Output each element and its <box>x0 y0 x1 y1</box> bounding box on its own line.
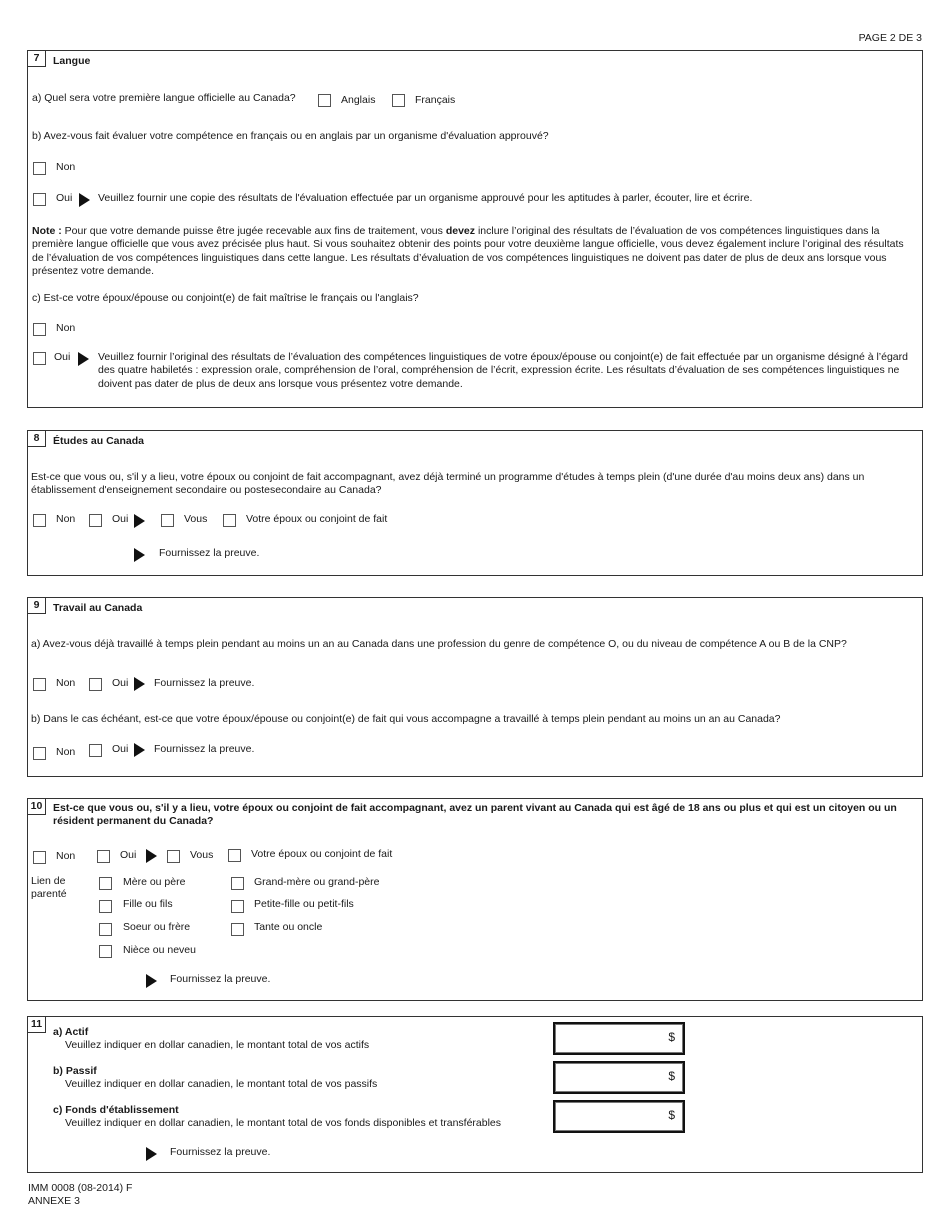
checkbox-studies-non[interactable] <box>33 514 46 527</box>
checkbox-niece-neveu[interactable] <box>99 945 112 958</box>
label-actif: a) Actif <box>53 1026 89 1038</box>
proof-instruction: Fournissez la preuve. <box>154 743 255 755</box>
label-non: Non <box>56 513 76 525</box>
label-fonds: c) Fonds d'établissement <box>53 1104 179 1116</box>
checkbox-relative-vous[interactable] <box>167 850 180 863</box>
checkbox-fille-fils[interactable] <box>99 900 112 913</box>
checkbox-petit-enfant[interactable] <box>231 900 244 913</box>
checkbox-work-a-non[interactable] <box>33 678 46 691</box>
page-number: PAGE 2 DE 3 <box>858 32 922 44</box>
section-title: Langue <box>53 55 91 67</box>
arrow-icon <box>134 514 145 528</box>
section-number: 10 <box>28 799 46 815</box>
label-non: Non <box>56 161 76 173</box>
note-text-1: Pour que votre demande puisse être jugée recevable aux fins de traitement, vous <box>64 225 443 237</box>
annex-label: ANNEXE 3 <box>28 1195 80 1207</box>
question-first-language: a) Quel sera votre première langue officielle au Canada? <box>32 92 296 104</box>
section-language <box>27 50 923 408</box>
arrow-icon <box>146 1147 157 1161</box>
label-vous: Vous <box>190 849 214 861</box>
section-funds <box>27 1016 923 1173</box>
checkbox-eval-oui[interactable] <box>33 193 46 206</box>
arrow-icon <box>134 743 145 757</box>
arrow-icon <box>78 352 89 366</box>
checkbox-grand-parent[interactable] <box>231 877 244 890</box>
label-spouse: Votre époux ou conjoint de fait <box>251 848 393 860</box>
question-studies: Est-ce que vous ou, s'il y a lieu, votre époux ou conjoint de fait accompagnant, avez déjà terminé un programme d'études à temps plein (d'une durée d'au moins deux ans) dans un établissement d'enseignement secondaire ou postesecondaire au Canada? <box>31 471 865 497</box>
label-soeur-frere: Soeur ou frère <box>123 921 191 933</box>
question-evaluation: b) Avez-vous fait évaluer votre compétence en français ou en anglais par un organisme d'évaluation approuvé? <box>32 130 549 142</box>
section-relative <box>27 798 923 1001</box>
section-studies <box>27 430 923 576</box>
proof-instruction: Fournissez la preuve. <box>154 677 255 689</box>
currency-symbol: $ <box>668 1069 675 1083</box>
checkbox-francais[interactable] <box>392 94 405 107</box>
arrow-icon <box>79 193 90 207</box>
relationship-label: Lien de parenté <box>31 875 67 901</box>
label-francais: Français <box>415 94 456 106</box>
checkbox-relative-oui[interactable] <box>97 850 110 863</box>
currency-symbol: $ <box>668 1108 675 1122</box>
label-grand-parent: Grand-mère ou grand-père <box>254 876 380 888</box>
arrow-icon <box>146 974 157 988</box>
note-text-2: inclure l’original des résultats de l’évaluation de vos compétences linguistiques dans la première langue officielle que vous avez précisée plus haut. Si vous souhaitez obtenir des points pour votre deuxième langue officielle, vous devez également inclure l’original des résultats de l’évaluation de vos compétences linguistiques dans cette langue. Les résultats d’évaluation de vos compétences linguistiques ne doivent pas dater de plus de deux ans lorsque vous présentez votre demande. <box>32 225 904 278</box>
label-fille-fils: Fille ou fils <box>123 898 173 910</box>
checkbox-spouse-oui[interactable] <box>33 352 46 365</box>
label-mere-pere: Mère ou père <box>123 876 186 888</box>
section-number: 7 <box>28 51 46 67</box>
checkbox-relative-non[interactable] <box>33 851 46 864</box>
label-non: Non <box>56 746 76 758</box>
spouse-language-instruction: Veuillez fournir l’original des résultats de l’évaluation des compétences linguistiques de votre époux/épouse ou conjoint(e) de fait effectuée par un organisme désigné à l’égard des quatre habiletés : expression orale, compréhension de l’oral, compréhension de l’écrit, expression écrite. Les résultats d’évaluation de ses compétences linguistiques ne doivent pas dater de plus de deux ans lorsque vous présentez votre demande. <box>98 351 908 390</box>
checkbox-work-a-oui[interactable] <box>89 678 102 691</box>
form-code: IMM 0008 (08-2014) F <box>28 1182 133 1194</box>
label-petit-enfant: Petite-fille ou petit-fils <box>254 898 354 910</box>
proof-instruction: Fournissez la preuve. <box>170 973 271 985</box>
section-title: Est-ce que vous ou, s'il y a lieu, votre époux ou conjoint de fait accompagnant, avez un parent vivant au Canada qui est âgé de 18 ans ou plus et qui est un citoyen ou un résident permanent du Canada? <box>53 802 897 828</box>
label-oui: Oui <box>56 192 73 204</box>
proof-instruction: Fournissez la preuve. <box>170 1146 271 1158</box>
checkbox-work-b-oui[interactable] <box>89 744 102 757</box>
eval-instruction: Veuillez fournir une copie des résultats de l'évaluation effectuée par un organisme approuvé pour les aptitudes à parler, écouter, lire et écrire. <box>98 192 753 204</box>
label-non: Non <box>56 850 76 862</box>
note-label: Note : <box>32 225 62 237</box>
label-passif: b) Passif <box>53 1065 97 1077</box>
label-oui: Oui <box>112 513 129 525</box>
question-work-applicant: a) Avez-vous déjà travaillé à temps plein pendant au moins un an au Canada dans une profession du genre de compétence O, ou du niveau de compétence A ou B de la CNP? <box>31 638 847 650</box>
section-number: 9 <box>28 598 46 614</box>
checkbox-studies-vous[interactable] <box>161 514 174 527</box>
label-tante-oncle: Tante ou oncle <box>254 921 323 933</box>
arrow-icon <box>134 548 145 562</box>
section-title: Études au Canada <box>53 435 145 447</box>
section-work <box>27 597 923 777</box>
checkbox-studies-oui[interactable] <box>89 514 102 527</box>
checkbox-anglais[interactable] <box>318 94 331 107</box>
checkbox-relative-spouse[interactable] <box>228 849 241 862</box>
section-title: Travail au Canada <box>53 602 143 614</box>
checkbox-eval-non[interactable] <box>33 162 46 175</box>
input-fonds[interactable] <box>553 1100 685 1133</box>
note-paragraph <box>32 225 916 279</box>
label-vous: Vous <box>184 513 208 525</box>
arrow-icon <box>134 677 145 691</box>
label-oui: Oui <box>112 743 129 755</box>
desc-actif: Veuillez indiquer en dollar canadien, le montant total de vos actifs <box>65 1039 370 1051</box>
label-oui: Oui <box>54 351 71 363</box>
checkbox-mere-pere[interactable] <box>99 877 112 890</box>
label-oui: Oui <box>120 849 137 861</box>
question-spouse-language: c) Est-ce votre époux/épouse ou conjoint(e) de fait maîtrise le français ou l'anglais? <box>32 292 419 304</box>
proof-instruction: Fournissez la preuve. <box>159 547 260 559</box>
label-non: Non <box>56 322 76 334</box>
checkbox-spouse-non[interactable] <box>33 323 46 336</box>
label-anglais: Anglais <box>341 94 376 106</box>
input-actif[interactable] <box>553 1022 685 1055</box>
label-non: Non <box>56 677 76 689</box>
checkbox-tante-oncle[interactable] <box>231 923 244 936</box>
section-number: 11 <box>28 1017 46 1033</box>
currency-symbol: $ <box>668 1030 675 1044</box>
label-oui: Oui <box>112 677 129 689</box>
label-spouse: Votre époux ou conjoint de fait <box>246 513 388 525</box>
desc-passif: Veuillez indiquer en dollar canadien, le montant total de vos passifs <box>65 1078 378 1090</box>
desc-fonds: Veuillez indiquer en dollar canadien, le montant total de vos fonds disponibles et transférables <box>65 1117 502 1129</box>
checkbox-soeur-frere[interactable] <box>99 923 112 936</box>
section-number: 8 <box>28 431 46 447</box>
label-niece-neveu: Nièce ou neveu <box>123 944 196 956</box>
note-emphasis: devez <box>445 225 476 237</box>
arrow-icon <box>146 849 157 863</box>
input-passif[interactable] <box>553 1061 685 1094</box>
checkbox-work-b-non[interactable] <box>33 747 46 760</box>
question-work-spouse: b) Dans le cas échéant, est-ce que votre époux/épouse ou conjoint(e) de fait qui vous accompagne a travaillé à temps plein pendant au moins un an au Canada? <box>31 713 781 725</box>
checkbox-studies-spouse[interactable] <box>223 514 236 527</box>
